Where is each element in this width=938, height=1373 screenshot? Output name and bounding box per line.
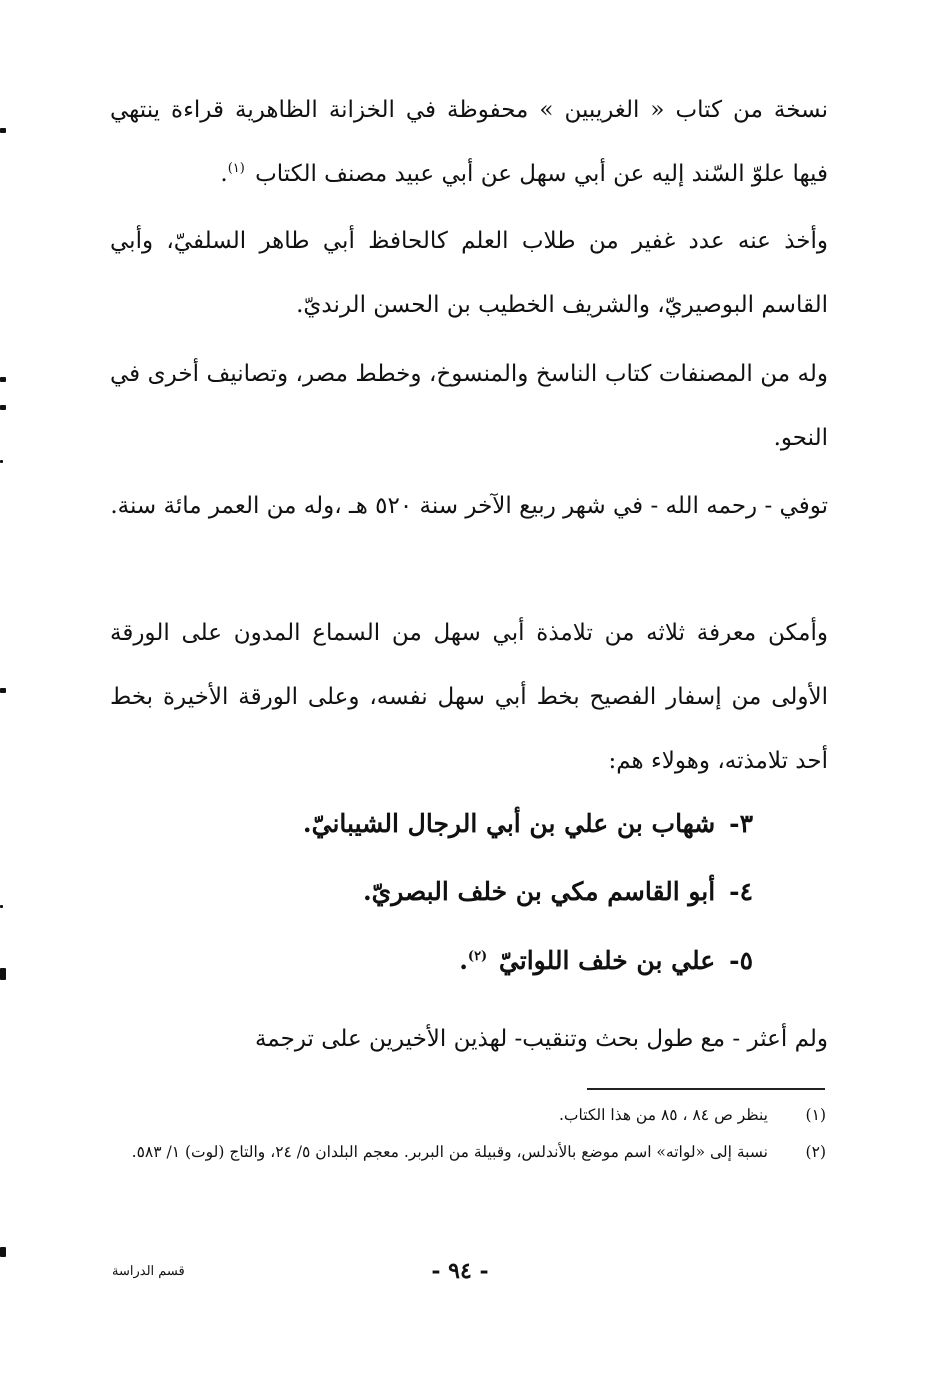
student-item [193, 872, 753, 912]
scan-mark [0, 460, 3, 463]
paragraph-students: وأخذ عنه عدد غفير من طلاب العلم كالحافظ أبي طاهر السلفيّ، وأبي القاسم البوصيريّ، والشريف الخطيب بن الحسن الرنديّ. [110, 228, 828, 318]
paragraph-known-students: وأمكن معرفة ثلاثه من تلامذة أبي سهل من السماع المدون على الورقة الأولى من إسفار الفصيح بخط أبي سهل نفسه، وعلى الورقة الأخيرة بخط أحد تلامذته، وهولاء هم: [110, 620, 828, 774]
scan-mark [0, 968, 6, 980]
paragraph-death: توفي - رحمه الله - في شهر ربيع الآخر سنة ٥٢٠ هـ ،وله من العمر مائة سنة. [110, 493, 828, 519]
scan-mark [0, 377, 6, 382]
student-name: شهاب بن علي بن أبي الرجال الشيبانيّ. [302, 809, 716, 838]
scan-mark [0, 128, 6, 133]
footnote-ref-1: (١) [227, 161, 245, 177]
scan-mark [0, 1247, 6, 1257]
paragraph-text: نسخة من كتاب « الغريبين » محفوظة في الخزانة الظاهرية قراءة ينتهي فيها علوّ السّند إليه عن أبي سهل عن أبي عبيد مصنف الكتاب [110, 97, 828, 187]
scan-mark [0, 405, 6, 410]
student-number: ٤- [729, 877, 753, 906]
footnote-ref-2: (٢) [467, 948, 488, 964]
footnote-text: نسبة إلى «لواته» اسم موضع بالأندلس، وقبيلة من البربر. معجم البلدان ٥/ ٢٤، والتاج (لوت) ١/ ٥٨٣. [131, 1143, 768, 1161]
student-item [193, 941, 753, 981]
footnote [110, 1098, 828, 1132]
student-name: علي بن خلف اللواتيّ [498, 946, 716, 975]
sentence-end: . [459, 946, 468, 975]
footnote-number: (١) [805, 1106, 826, 1124]
scan-mark [0, 905, 3, 908]
footnote [110, 1135, 828, 1169]
sentence-end: . [220, 161, 228, 187]
page-number: - ٩٤ - [431, 1258, 489, 1284]
footnote-divider [587, 1088, 825, 1090]
paragraph-closing: ولم أعثر - مع طول بحث وتنقيب- لهذين الأخيرين على ترجمة [254, 1026, 828, 1052]
footnote-number: (٢) [805, 1143, 826, 1161]
student-number: ٣- [729, 809, 753, 838]
student-name: أبو القاسم مكي بن خلف البصريّ. [362, 877, 716, 906]
student-item [193, 804, 753, 844]
paragraph-manuscript [110, 78, 828, 206]
student-number: ٥- [729, 946, 753, 975]
footnote-text: ينظر ص ٨٤ ، ٨٥ من هذا الكتاب. [558, 1106, 768, 1124]
section-title: قسم الدراسة [112, 1264, 185, 1279]
scan-mark [0, 688, 6, 693]
paragraph-works: وله من المصنفات كتاب الناسخ والمنسوخ، وخطط مصر، وتصانيف أخرى في النحو. [110, 361, 828, 451]
